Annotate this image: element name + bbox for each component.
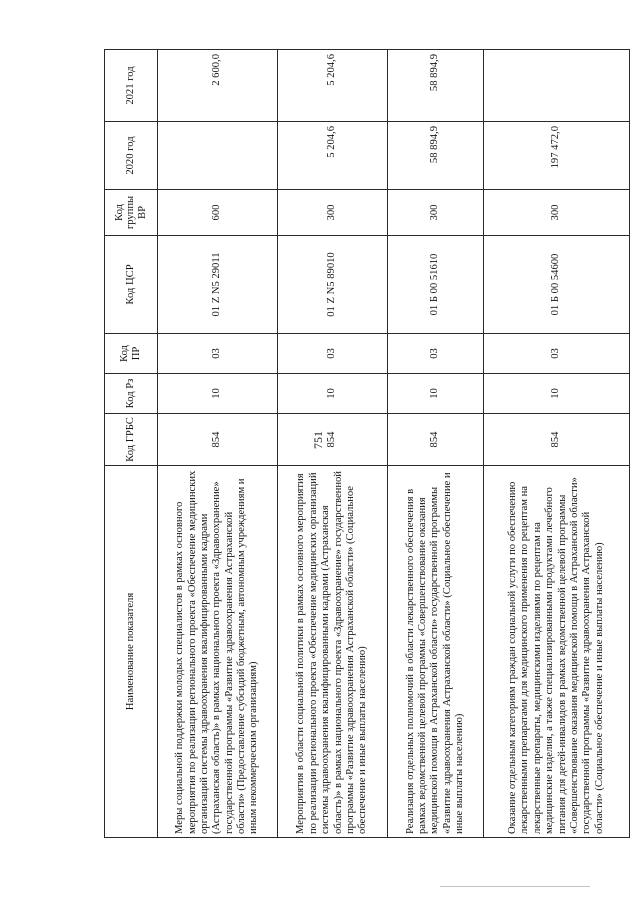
csr-code: 01 Б 00 51610 <box>388 236 484 334</box>
header-year-2020: 2020 год <box>105 122 158 190</box>
grbs-code: 854 <box>158 414 278 466</box>
value-2020: 58 894,9 <box>388 122 484 190</box>
grbs-code: 854 <box>484 414 630 466</box>
budget-table <box>104 49 630 838</box>
table-header-row <box>105 50 158 838</box>
value-2020 <box>158 122 278 190</box>
csr-code: 01 Z N5 89010 <box>278 236 388 334</box>
csr-code: 01 Z N5 29011 <box>158 236 278 334</box>
pr-code: 03 <box>388 334 484 374</box>
indicator-name: Оказание отдельным категориям граждан социальной услуги по обеспечению лекарственными препаратами для медицинского применения по рецептам на лекарственные препараты, медицинскими изделиями по рецептам на медицинские изделия, а также специализированными продуктами лечебного питания для детей-инвалидов в рамках ведомственной целевой программы «Совершенствование оказания медицинской помощи в Астраханской области» государственной программы «Развитие здравоохранения Астраханской области» (Социальное обеспечение и иные выплаты населению) <box>484 466 630 838</box>
page-number: 751 <box>311 431 325 449</box>
table-row <box>388 50 484 838</box>
vr-code: 300 <box>388 190 484 236</box>
table-row <box>484 50 630 838</box>
indicator-name: Реализация отдельных полномочий в области лекарственного обеспечения в рамках ведомственной целевой программы «Совершенствование оказания медицинской помощи в Астраханской области» государственной программы «Развитие здравоохранения Астраханской области» (Социальное обеспечение и иные выплаты населению) <box>388 466 484 838</box>
header-pr-code: Код ПР <box>105 334 158 374</box>
header-vr-group-code: Код группы ВР <box>105 190 158 236</box>
vr-code: 300 <box>278 190 388 236</box>
pr-code: 03 <box>484 334 630 374</box>
rz-code: 10 <box>278 374 388 414</box>
value-2020: 197 472,0 <box>484 122 630 190</box>
header-rz-code: Код Рз <box>105 374 158 414</box>
value-2021: 5 204,6 <box>278 50 388 122</box>
table-row <box>158 50 278 838</box>
value-2020: 5 204,6 <box>278 122 388 190</box>
pr-code: 03 <box>158 334 278 374</box>
vr-code: 600 <box>158 190 278 236</box>
vr-code: 300 <box>484 190 630 236</box>
header-indicator-name: Наименование показателя <box>105 466 158 838</box>
table-row <box>278 50 388 838</box>
rz-code: 10 <box>388 374 484 414</box>
value-2021: 2 600,0 <box>158 50 278 122</box>
scan-artifact-line <box>440 886 590 887</box>
header-csr-code: Код ЦСР <box>105 236 158 334</box>
value-2021 <box>484 50 630 122</box>
indicator-name: Мероприятия в области социальной политики в рамках основного мероприятия по реализации регионального проекта «Обеспечение медицинских организаций системы здравоохранения квалифицированными кадрами (Астраханская область)» в рамках национального проекта «Здравоохранение» государственной программы «Развитие здравоохранения Астраханской области» (Социальное обеспечение и иные выплаты населению) <box>278 466 388 838</box>
pr-code: 03 <box>278 334 388 374</box>
grbs-code: 854 <box>388 414 484 466</box>
header-year-2021: 2021 год <box>105 50 158 122</box>
grbs-code: 854 <box>278 414 388 466</box>
csr-code: 01 Б 00 54600 <box>484 236 630 334</box>
header-grbs-code: Код ГРБС <box>105 414 158 466</box>
rz-code: 10 <box>484 374 630 414</box>
value-2021: 58 894,9 <box>388 50 484 122</box>
budget-table-container <box>104 50 626 838</box>
indicator-name: Меры социальной поддержки молодых специалистов в рамках основного мероприятия по реализации регионального проекта «Обеспечение медицинских организаций системы здравоохранения квалифицированными кадрами (Астраханская область)» в рамках национального проекта «Здравоохранение» государственной программы «Развитие здравоохранения Астраханской области» (Предоставление субсидий бюджетным, автономным учреждениям и иным некоммерческим организациям) <box>158 466 278 838</box>
rz-code: 10 <box>158 374 278 414</box>
